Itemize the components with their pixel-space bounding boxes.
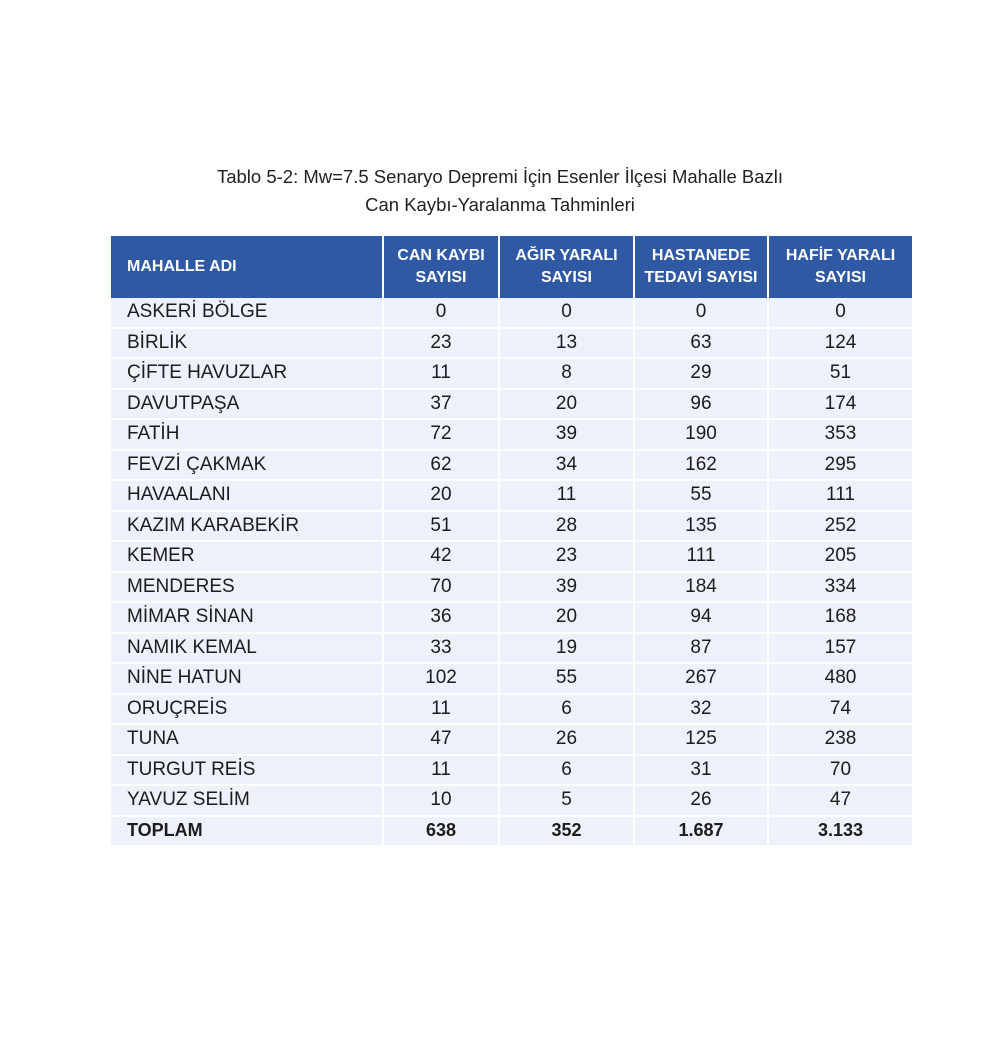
table-row [111, 358, 912, 389]
table-row [111, 663, 912, 694]
table-body [111, 298, 912, 846]
header-can-kaybi-line2: SAYISI [415, 269, 467, 286]
header-hastanede-tedavi-line2: TEDAVİ SAYISI [644, 269, 758, 286]
can-kaybi-cell: 11 [383, 694, 499, 725]
agir-yarali-cell: 23 [499, 541, 634, 572]
header-hafif-yarali [768, 236, 912, 298]
hastanede-tedavi-cell: 267 [634, 663, 768, 694]
hastanede-tedavi-cell: 87 [634, 633, 768, 664]
hafif-yarali-cell: 174 [768, 389, 912, 420]
hastanede-tedavi-cell: 31 [634, 755, 768, 786]
total-agir-yarali-cell: 352 [499, 816, 634, 847]
agir-yarali-cell: 39 [499, 419, 634, 450]
hastanede-tedavi-cell: 162 [634, 450, 768, 481]
hastanede-tedavi-cell: 0 [634, 298, 768, 328]
total-mahalle-name-cell: TOPLAM [111, 816, 383, 847]
table-row [111, 450, 912, 481]
hafif-yarali-cell: 157 [768, 633, 912, 664]
mahalle-name-cell: KEMER [111, 541, 383, 572]
agir-yarali-cell: 8 [499, 358, 634, 389]
hafif-yarali-cell: 295 [768, 450, 912, 481]
can-kaybi-cell: 10 [383, 785, 499, 816]
total-can-kaybi-cell: 638 [383, 816, 499, 847]
hafif-yarali-cell: 238 [768, 724, 912, 755]
table-row [111, 785, 912, 816]
agir-yarali-cell: 26 [499, 724, 634, 755]
agir-yarali-cell: 20 [499, 602, 634, 633]
hafif-yarali-cell: 70 [768, 755, 912, 786]
hastanede-tedavi-cell: 190 [634, 419, 768, 450]
table-row [111, 298, 912, 328]
can-kaybi-cell: 23 [383, 328, 499, 359]
table-row [111, 633, 912, 664]
agir-yarali-cell: 28 [499, 511, 634, 542]
mahalle-name-cell: NİNE HATUN [111, 663, 383, 694]
casualty-table [111, 236, 912, 847]
mahalle-name-cell: NAMIK KEMAL [111, 633, 383, 664]
table-row [111, 541, 912, 572]
hafif-yarali-cell: 480 [768, 663, 912, 694]
hafif-yarali-cell: 353 [768, 419, 912, 450]
mahalle-name-cell: BİRLİK [111, 328, 383, 359]
header-mahalle-adi-label: MAHALLE ADI [127, 258, 237, 275]
can-kaybi-cell: 37 [383, 389, 499, 420]
hafif-yarali-cell: 252 [768, 511, 912, 542]
header-agir-yarali-line1: AĞIR YARALI [515, 247, 618, 264]
header-agir-yarali [499, 236, 634, 298]
mahalle-name-cell: MENDERES [111, 572, 383, 603]
hastanede-tedavi-cell: 184 [634, 572, 768, 603]
can-kaybi-cell: 11 [383, 358, 499, 389]
header-hafif-yarali-line1: HAFİF YARALI [785, 247, 896, 264]
hastanede-tedavi-cell: 94 [634, 602, 768, 633]
table-row [111, 511, 912, 542]
header-hastanede-tedavi [634, 236, 768, 298]
table-caption [0, 163, 1000, 219]
header-can-kaybi-line1: CAN KAYBI [397, 247, 485, 264]
agir-yarali-cell: 39 [499, 572, 634, 603]
header-agir-yarali-line2: SAYISI [541, 269, 592, 286]
caption-line-1: Tablo 5-2: Mw=7.5 Senaryo Depremi İçin Esenler İlçesi Mahalle Bazlı [216, 166, 784, 187]
hastanede-tedavi-cell: 96 [634, 389, 768, 420]
hastanede-tedavi-cell: 125 [634, 724, 768, 755]
can-kaybi-cell: 51 [383, 511, 499, 542]
hafif-yarali-cell: 74 [768, 694, 912, 725]
hastanede-tedavi-cell: 32 [634, 694, 768, 725]
can-kaybi-cell: 0 [383, 298, 499, 328]
agir-yarali-cell: 5 [499, 785, 634, 816]
can-kaybi-cell: 20 [383, 480, 499, 511]
table-header-row [111, 236, 912, 298]
agir-yarali-cell: 19 [499, 633, 634, 664]
agir-yarali-cell: 55 [499, 663, 634, 694]
hastanede-tedavi-cell: 55 [634, 480, 768, 511]
hafif-yarali-cell: 111 [768, 480, 912, 511]
hafif-yarali-cell: 47 [768, 785, 912, 816]
mahalle-name-cell: FEVZİ ÇAKMAK [111, 450, 383, 481]
can-kaybi-cell: 72 [383, 419, 499, 450]
hastanede-tedavi-cell: 135 [634, 511, 768, 542]
table-row [111, 480, 912, 511]
mahalle-name-cell: ÇİFTE HAVUZLAR [111, 358, 383, 389]
can-kaybi-cell: 70 [383, 572, 499, 603]
header-can-kaybi [383, 236, 499, 298]
agir-yarali-cell: 0 [499, 298, 634, 328]
mahalle-name-cell: ASKERİ BÖLGE [111, 298, 383, 328]
hafif-yarali-cell: 51 [768, 358, 912, 389]
can-kaybi-cell: 11 [383, 755, 499, 786]
mahalle-name-cell: YAVUZ SELİM [111, 785, 383, 816]
hafif-yarali-cell: 124 [768, 328, 912, 359]
table-row [111, 694, 912, 725]
agir-yarali-cell: 34 [499, 450, 634, 481]
hafif-yarali-cell: 205 [768, 541, 912, 572]
total-hafif-yarali-cell: 3.133 [768, 816, 912, 847]
header-hastanede-tedavi-line1: HASTANEDE [651, 247, 751, 264]
can-kaybi-cell: 62 [383, 450, 499, 481]
total-row [111, 816, 912, 847]
mahalle-name-cell: TUNA [111, 724, 383, 755]
can-kaybi-cell: 47 [383, 724, 499, 755]
mahalle-name-cell: ORUÇREİS [111, 694, 383, 725]
can-kaybi-cell: 36 [383, 602, 499, 633]
header-mahalle-adi [111, 236, 383, 298]
hastanede-tedavi-cell: 26 [634, 785, 768, 816]
agir-yarali-cell: 6 [499, 755, 634, 786]
can-kaybi-cell: 102 [383, 663, 499, 694]
mahalle-name-cell: HAVAALANI [111, 480, 383, 511]
mahalle-name-cell: KAZIM KARABEKİR [111, 511, 383, 542]
mahalle-name-cell: FATİH [111, 419, 383, 450]
hastanede-tedavi-cell: 29 [634, 358, 768, 389]
agir-yarali-cell: 6 [499, 694, 634, 725]
mahalle-name-cell: MİMAR SİNAN [111, 602, 383, 633]
hafif-yarali-cell: 334 [768, 572, 912, 603]
agir-yarali-cell: 13 [499, 328, 634, 359]
table-row [111, 389, 912, 420]
header-hafif-yarali-line2: SAYISI [815, 269, 866, 286]
hastanede-tedavi-cell: 63 [634, 328, 768, 359]
caption-line-2: Can Kaybı-Yaralanma Tahminleri [365, 194, 635, 215]
hafif-yarali-cell: 168 [768, 602, 912, 633]
agir-yarali-cell: 11 [499, 480, 634, 511]
hastanede-tedavi-cell: 111 [634, 541, 768, 572]
table-row [111, 328, 912, 359]
table-row [111, 572, 912, 603]
table-row [111, 724, 912, 755]
can-kaybi-cell: 33 [383, 633, 499, 664]
table-row [111, 755, 912, 786]
total-hastanede-tedavi-cell: 1.687 [634, 816, 768, 847]
mahalle-name-cell: DAVUTPAŞA [111, 389, 383, 420]
table-row [111, 419, 912, 450]
table-row [111, 602, 912, 633]
can-kaybi-cell: 42 [383, 541, 499, 572]
mahalle-name-cell: TURGUT REİS [111, 755, 383, 786]
hafif-yarali-cell: 0 [768, 298, 912, 328]
agir-yarali-cell: 20 [499, 389, 634, 420]
